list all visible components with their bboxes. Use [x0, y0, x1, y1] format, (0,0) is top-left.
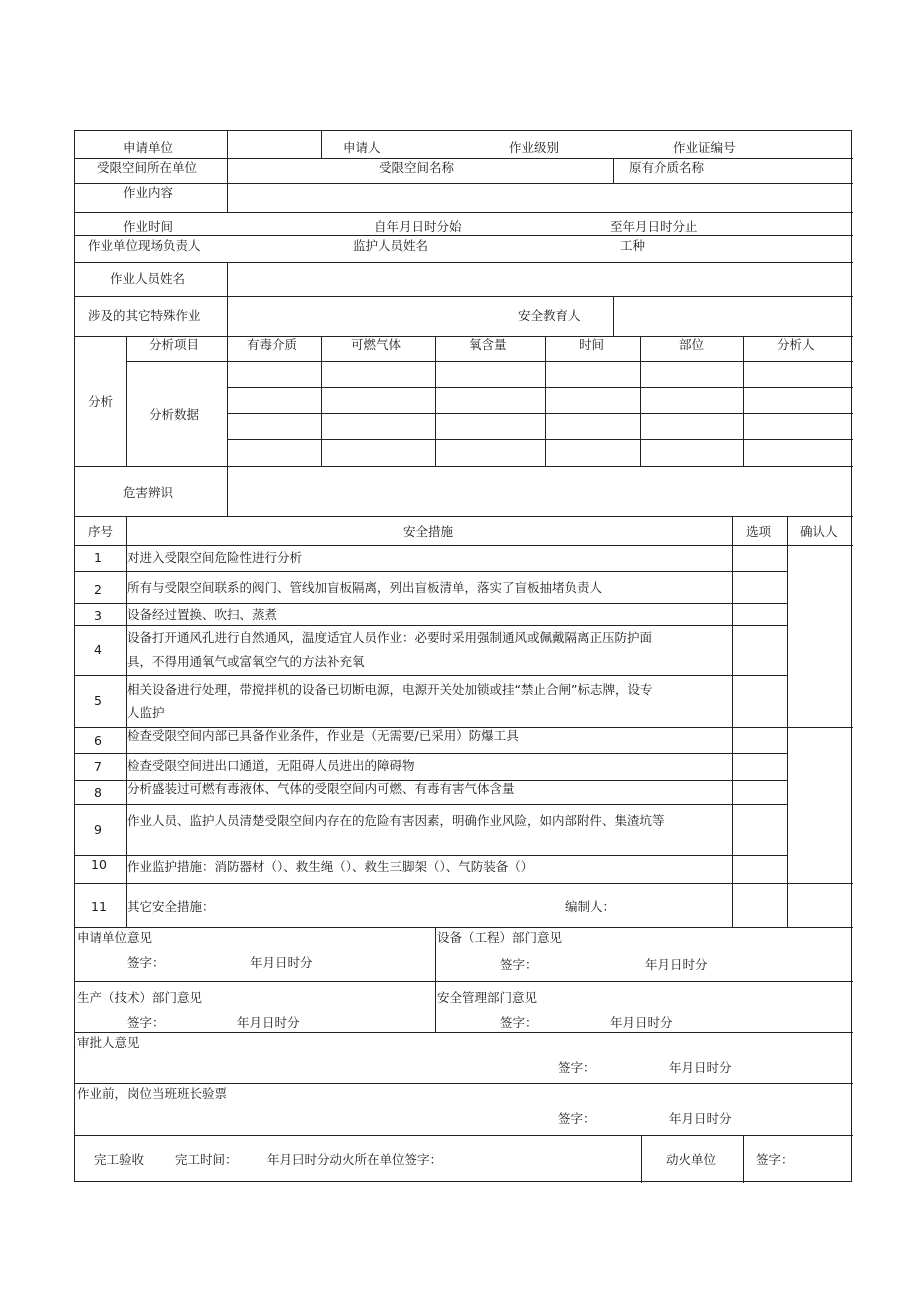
analysis-items-label: 分析项目 [149, 337, 200, 352]
completion-acceptance-label: 完工验收 [94, 1152, 145, 1167]
divider [75, 1135, 853, 1136]
measure-text: 作业人员、监护人员清楚受限空间内存在的危险有害因素，明确作业风险，如内部附件、集渣坑等 [127, 813, 665, 828]
measure-no: 11 [91, 899, 107, 914]
divider [227, 296, 228, 336]
analysis-col-toxic: 有毒介质 [247, 337, 298, 352]
analysis-col-time: 时间 [579, 337, 605, 352]
measure-text: 分析盛装过可燃有毒液体、气体的受限空间内可燃、有毒有害气体含量 [127, 781, 515, 796]
applicant-unit-opinion-label: 申请单位意见 [77, 930, 153, 945]
space-name-label: 受限空间名称 [379, 160, 455, 175]
divider [640, 336, 641, 466]
divider [75, 883, 853, 884]
approver-opinion-label: 审批人意见 [77, 1035, 140, 1050]
divider [75, 466, 853, 467]
divider [75, 158, 853, 159]
measure-no: 6 [94, 733, 102, 748]
divider [75, 516, 853, 517]
divider [75, 212, 853, 213]
measure-no: 2 [94, 582, 102, 597]
analysis-label: 分析 [88, 394, 114, 409]
measure-no: 1 [94, 550, 102, 565]
measure-text-line2: 人监护 [127, 705, 165, 720]
divider [75, 262, 853, 263]
safety-dept-opinion-label: 安全管理部门意见 [437, 990, 538, 1005]
measure-text: 设备经过置换、吹扫、蒸煮 [127, 607, 278, 622]
equipment-dept-opinion-label: 设备（工程）部门意见 [437, 930, 563, 945]
divider [227, 336, 228, 466]
pre-work-check-label: 作业前，岗位当班班长验票 [77, 1086, 228, 1101]
measures-col-no: 序号 [88, 524, 114, 539]
measure-no: 7 [94, 759, 102, 774]
measure-text: 其它安全措施： [127, 899, 215, 914]
analysis-col-flammable: 可燃气体 [351, 337, 402, 352]
fire-unit-sign-label: 年月曰时分动火所在单位签字： [267, 1152, 443, 1167]
sign-label: 签字： [558, 1060, 596, 1075]
hazard-identification-label: 危害辨识 [123, 485, 174, 500]
work-content-label: 作业内容 [123, 185, 174, 200]
divider [732, 516, 733, 927]
applicant-label: 申请人 [343, 140, 381, 155]
worker-names-label: 作业人员姓名 [110, 271, 186, 286]
divider [435, 927, 436, 1032]
divider [75, 753, 787, 754]
measure-no: 3 [94, 608, 102, 623]
divider [75, 603, 787, 604]
divider [227, 183, 228, 212]
divider [743, 1135, 744, 1183]
divider [75, 571, 787, 572]
sign-label: 签字： [500, 1015, 538, 1030]
analysis-data-label: 分析数据 [149, 407, 200, 422]
divider [75, 545, 853, 546]
job-type-label: 工种 [620, 238, 646, 253]
work-time-label: 作业时间 [123, 219, 174, 234]
other-special-label: 涉及的其它特殊作业 [88, 308, 201, 323]
divider [75, 296, 853, 297]
datetime-label: 年月日时分 [237, 1015, 300, 1030]
production-dept-opinion-label: 生产（技术）部门意见 [77, 990, 203, 1005]
measure-no: 5 [94, 693, 102, 708]
fire-unit-label: 动火单位 [666, 1152, 717, 1167]
guardian-name-label: 监护人员姓名 [353, 238, 429, 253]
measures-col-option: 选项 [746, 524, 772, 539]
divider [75, 235, 853, 236]
divider [435, 336, 436, 466]
divider [787, 516, 788, 927]
divider [75, 675, 787, 676]
sign-label: 签字： [558, 1111, 596, 1126]
measure-text-line2: 具，不得用通氧气或富氧空气的方法补充氧 [127, 654, 365, 669]
datetime-label: 年月日时分 [669, 1111, 732, 1126]
datetime-label: 年月日时分 [250, 955, 313, 970]
measure-text: 所有与受限空间联系的阀门、管线加盲板隔离，列出盲板清单，落实了盲板抽堵负责人 [127, 580, 603, 595]
divider [743, 336, 744, 466]
analysis-col-analyst: 分析人 [777, 337, 815, 352]
divider [126, 336, 127, 466]
datetime-label: 年月日时分 [610, 1015, 673, 1030]
divider [545, 336, 546, 466]
datetime-label: 年月日时分 [645, 957, 708, 972]
measure-no: 9 [94, 822, 102, 837]
divider [75, 625, 787, 626]
analysis-col-oxygen: 氧含量 [469, 337, 507, 352]
space-unit-label: 受限空间所在单位 [97, 160, 198, 175]
measure-text: 检查受限空间内部已具备作业条件，作业是（无需要/已采用）防爆工具 [127, 728, 519, 743]
compiler-label: 编制人： [565, 899, 616, 914]
divider [613, 296, 614, 336]
measure-text: 作业监护措施：消防器材（）、救生绳（）、救生三脚架（）、气防装备（） [127, 859, 534, 874]
divider [641, 1135, 642, 1183]
measure-text: 对进入受限空间危险性进行分析 [127, 550, 303, 565]
divider [227, 466, 228, 516]
divider [321, 336, 322, 466]
divider [75, 804, 787, 805]
measures-col-confirm: 确认人 [800, 524, 838, 539]
measures-col-measure: 安全措施 [403, 524, 454, 539]
measure-text: 设备打开通风孔进行自然通风，温度适宜人员作业：必要时采用强制通风或佩戴隔离正压防护面 [127, 630, 653, 645]
measure-no: 4 [94, 642, 102, 657]
work-level-label: 作业级别 [509, 140, 560, 155]
time-to-text: 至年月日时分止 [610, 219, 698, 234]
sign-label: 签字： [127, 1015, 165, 1030]
sign-label: 签字： [500, 957, 538, 972]
divider [227, 158, 228, 183]
time-from-text: 自年月日时分始 [374, 219, 462, 234]
divider [75, 855, 787, 856]
measure-text: 检查受限空间进出口通道，无阻碍人员进出的障碍物 [127, 758, 415, 773]
datetime-label: 年月日时分 [669, 1060, 732, 1075]
safety-educator-label: 安全教育人 [518, 308, 581, 323]
divider [227, 131, 228, 158]
divider [75, 1032, 853, 1033]
divider [227, 262, 228, 296]
permit-number-label: 作业证编号 [673, 140, 736, 155]
divider [613, 158, 614, 183]
divider [75, 183, 853, 184]
measure-no: 8 [94, 785, 102, 800]
site-leader-label: 作业单位现场负责人 [88, 238, 201, 253]
measure-text: 相关设备进行处理，带搅拌机的设备已切断电源，电源开关处加锁或挂“禁止合闸”标志牌，设专 [127, 682, 653, 697]
work-permit-form [74, 130, 852, 1182]
original-medium-label: 原有介质名称 [629, 160, 705, 175]
divider [75, 981, 853, 982]
divider [75, 1083, 853, 1084]
applicant-unit-label: 申请单位 [123, 140, 174, 155]
measure-no: 10 [91, 857, 107, 872]
finish-time-label: 完工时间： [175, 1152, 238, 1167]
analysis-col-location: 部位 [679, 337, 705, 352]
divider [75, 927, 853, 928]
sign-label: 签字： [756, 1152, 794, 1167]
divider [321, 131, 322, 158]
sign-label: 签字： [127, 955, 165, 970]
